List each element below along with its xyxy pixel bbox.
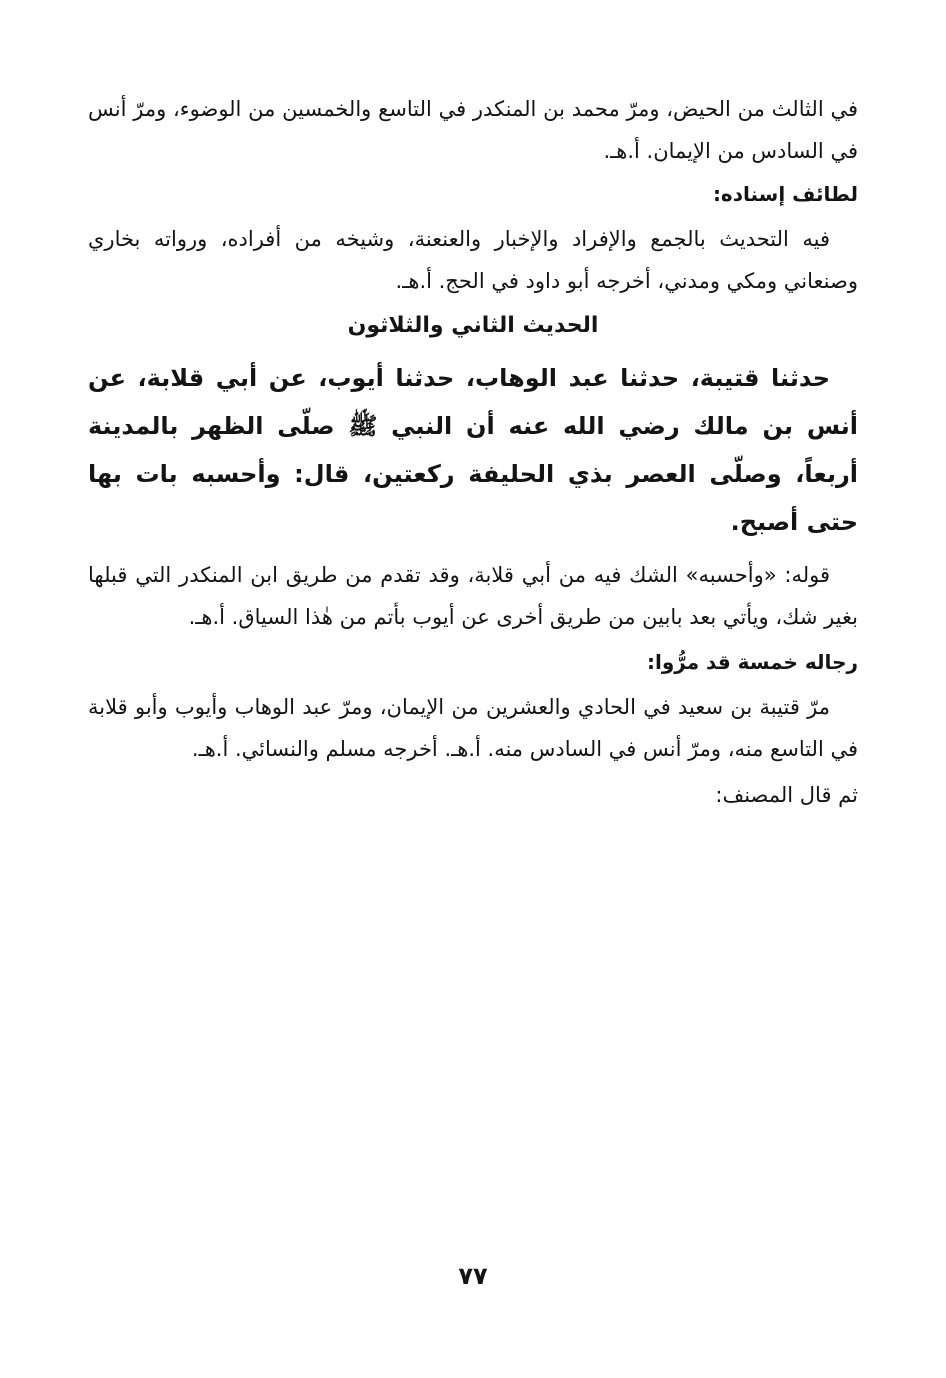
rijal-paragraph: مرّ قتيبة بن سعيد في الحادي والعشرين من الإيمان، ومرّ عبد الوهاب وأيوب وأبو قلابة في التاسع منه، ومرّ أنس في السادس منه. أ.هـ. أخرجه مسلم والنسائي. أ.هـ. xyxy=(88,695,858,761)
page-body xyxy=(88,88,858,816)
commentary-paragraph: قوله: «وأحسبه» الشك فيه من أبي قلابة، وقد تقدم من طريق ابن المنكدر التي قبلها بغير شك، ويأتي بعد بابين من طريق أخرى عن أيوب بأتم من هٰذا السياق. أ.هـ. xyxy=(88,563,858,629)
rijal-heading: رجاله خمسة قد مرُّوا: xyxy=(646,650,858,674)
page-number: ٧٧ xyxy=(458,1262,488,1290)
hadith-title: الحديث الثاني والثلاثون xyxy=(347,313,599,338)
hadith-text: حدثنا قتيبة، حدثنا عبد الوهاب، حدثنا أيوب، عن أبي قلابة، عن أنس بن مالك رضي الله عنه أن النبي ﷺ صلّى الظهر بالمدينة أربعاً، وصلّى العصر بذي الحليفة ركعتين، قال: وأحسبه بات بها حتى أصبح. xyxy=(88,364,858,536)
closing-line: ثم قال المصنف: xyxy=(715,783,858,807)
continuation-paragraph: في الثالث من الحيض، ومرّ محمد بن المنكدر في التاسع والخمسين من الوضوء، ومرّ أنس في السادس من الإيمان. أ.هـ. xyxy=(88,97,858,163)
lataif-paragraph: فيه التحديث بالجمع والإفراد والإخبار والعنعنة، وشيخه من أفراده، ورواته بخاري وصنعاني ومكي ومدني، أخرجه أبو داود في الحج. أ.هـ. xyxy=(88,227,858,293)
lataif-heading: لطائف إسناده: xyxy=(712,182,858,206)
